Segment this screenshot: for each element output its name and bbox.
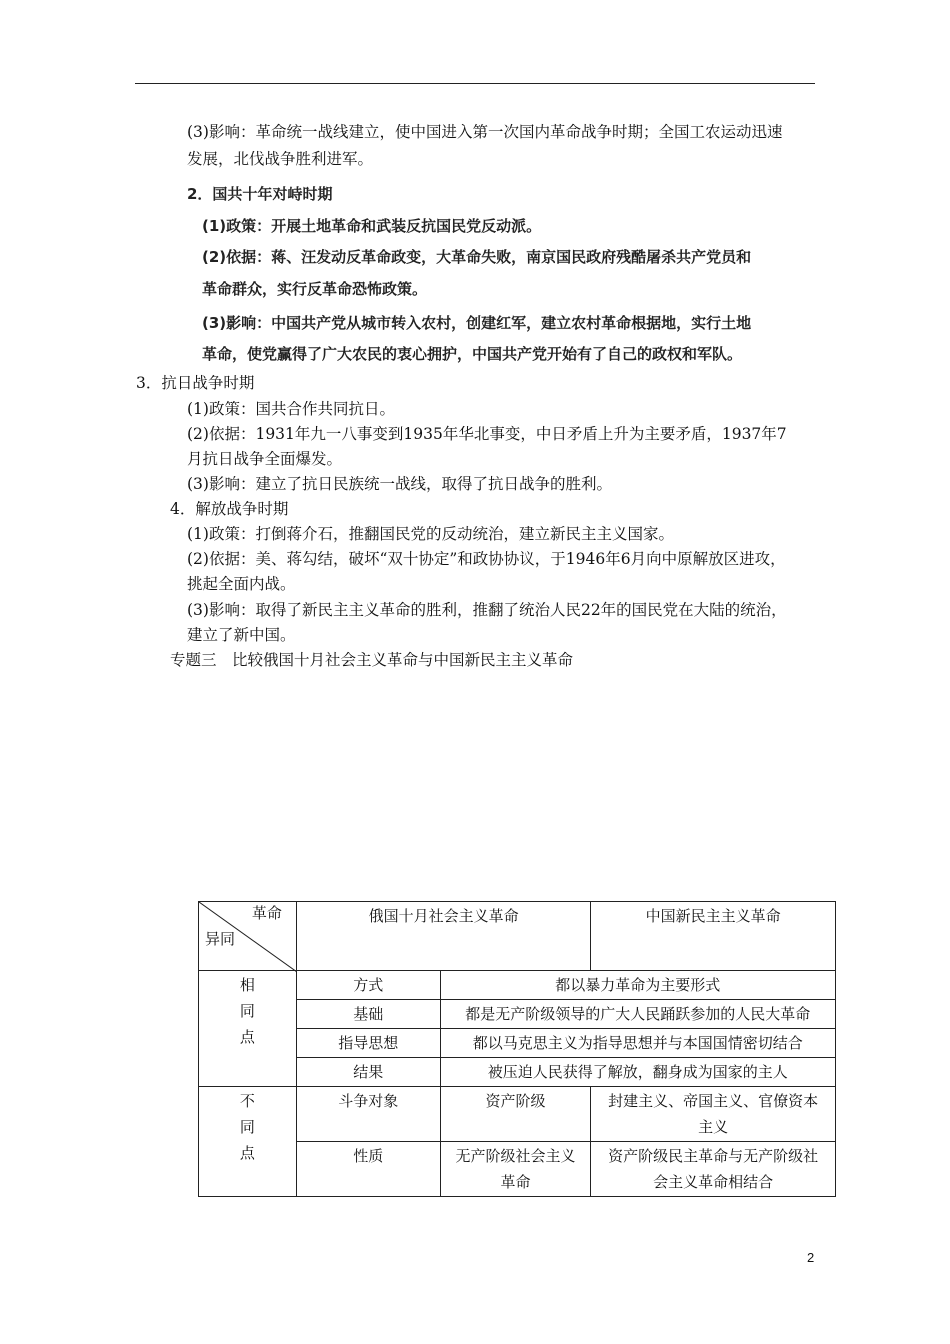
content-cell: 都是无产阶级领导的广大人民踊跃参加的人民大革命 — [440, 1000, 835, 1029]
text-line: (3)影响：建立了抗日民族统一战线，取得了抗日战争的胜利。 — [187, 475, 612, 493]
aspect-cell: 性质 — [296, 1142, 440, 1197]
russia-cell: 无产阶级社会主义革命 — [440, 1142, 591, 1197]
russia-cell: 资产阶级 — [440, 1087, 591, 1142]
text-line: (3)影响：中国共产党从城市转入农村，创建红军，建立农村革命根据地，实行土地 — [202, 314, 752, 332]
column-header-russia: 俄国十月社会主义革命 — [296, 902, 591, 971]
text-line: (2)依据：美、蒋勾结，破坏“双十协定”和政协协议，于1946年6月向中原解放区进攻， — [187, 550, 786, 568]
topic-title: 专题三 比较俄国十月社会主义革命与中国新民主主义革命 — [170, 651, 574, 669]
text-line: (1)政策：开展土地革命和武装反抗国民党反动派。 — [202, 217, 542, 235]
content-cell: 被压迫人民获得了解放，翻身成为国家的主人 — [440, 1058, 835, 1087]
text-line: (2)依据：蒋、汪发动反革命政变，大革命失败，南京国民政府残酷屠杀共产党员和 — [202, 248, 752, 266]
section-heading: 3．抗日战争时期 — [136, 374, 255, 392]
china-cell: 封建主义、帝国主义、官僚资本主义 — [591, 1087, 836, 1142]
table-row — [199, 1087, 836, 1142]
same-label: 相 同 点 — [239, 976, 255, 1046]
section-heading: 2．国共十年对峙时期 — [187, 185, 333, 203]
page-number: 2 — [807, 1250, 815, 1265]
row-group-same — [199, 971, 297, 1087]
table-row — [199, 971, 836, 1000]
corner-bottom-label: 异同 — [205, 930, 236, 948]
text-line: 挑起全面内战。 — [187, 575, 296, 593]
diagonal-header-cell — [199, 902, 297, 971]
text-line: 革命群众，实行反革命恐怖政策。 — [202, 280, 428, 298]
table-header-row — [199, 902, 836, 971]
aspect-cell: 斗争对象 — [296, 1087, 440, 1142]
content-cell: 都以马克思主义为指导思想并与本国国情密切结合 — [440, 1029, 835, 1058]
text-line: 建立了新中国。 — [187, 626, 296, 644]
text-line: (1)政策：国共合作共同抗日。 — [187, 400, 395, 418]
content-cell: 都以暴力革命为主要形式 — [440, 971, 835, 1000]
text-line: (3)影响：取得了新民主主义革命的胜利，推翻了统治人民22年的国民党在大陆的统治， — [187, 601, 787, 619]
header-rule — [135, 83, 815, 84]
section-heading: 4．解放战争时期 — [170, 500, 289, 518]
aspect-cell: 方式 — [296, 971, 440, 1000]
row-group-different — [199, 1087, 297, 1197]
diff-label: 不 同 点 — [239, 1092, 255, 1162]
aspect-cell: 指导思想 — [296, 1029, 440, 1058]
text-line: (3)影响：革命统一战线建立，使中国进入第一次国内革命战争时期；全国工农运动迅速 — [187, 123, 783, 141]
text-line: 月抗日战争全面爆发。 — [187, 450, 343, 468]
text-line: 革命，使党赢得了广大农民的衷心拥护，中国共产党开始有了自己的政权和军队。 — [202, 345, 743, 363]
column-header-china: 中国新民主主义革命 — [591, 902, 836, 971]
comparison-table — [198, 901, 836, 1197]
corner-top-label: 革命 — [251, 904, 282, 922]
aspect-cell: 结果 — [296, 1058, 440, 1087]
aspect-cell: 基础 — [296, 1000, 440, 1029]
text-line: (2)依据：1931年九一八事变到1935年华北事变，中日矛盾上升为主要矛盾，1937年7 — [187, 425, 787, 443]
china-cell: 资产阶级民主革命与无产阶级社会主义革命相结合 — [591, 1142, 836, 1197]
text-line: 发展，北伐战争胜利进军。 — [187, 150, 374, 168]
text-line: (1)政策：打倒蒋介石，推翻国民党的反动统治，建立新民主主义国家。 — [187, 525, 674, 543]
